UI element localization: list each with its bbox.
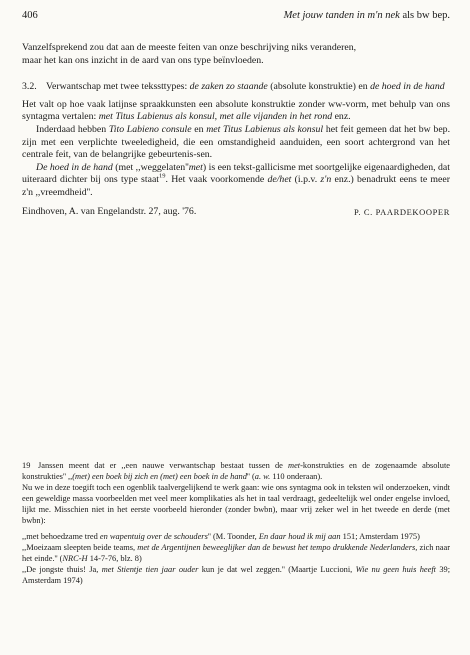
section-number: 3.2. [22, 81, 37, 93]
footnote-paragraph: 19 Janssen meent dat er ,,een nauwe verwantschap bestaat tussen de met-konstrukties en de zogenaamde absolute konstrukties'' ,,(met) een boek bij zich en (met) een boek in de hand'' (a. w. 110 onderaan). [22, 461, 451, 481]
running-title [284, 10, 450, 21]
section-title-italic: de hoed in de hand [370, 81, 445, 93]
signature-line [22, 206, 450, 219]
paragraph: Inderdaad hebben Tito Labieno consule en met Titus Labienus als konsul het feit gemeen dat het bw bep. zijn met een verplichte tweeledigheid, die een omstandigheid aanduiden, een soort achtergrond van het centrale feit, van de belangrijke gebeurtenis-sen. [22, 123, 451, 161]
footnote-quote: ,,met behoedzame tred en wapentuig over de schouders'' (M. Toonder, En daar houd ik mij aan 151; Amsterdam 1975) [22, 532, 420, 541]
intro-line: Vanzelfsprekend zou dat aan de meeste feiten van onze beschrijving niks veranderen, [22, 42, 357, 53]
paragraph: Het valt op hoe vaak latijnse spraakkunsten een absolute konstruktie zonder ww-vorm, met behulp van ons syntagma vertalen: met Titus Labienus als konsul, met alle vijanden in het rond enz. [22, 98, 450, 123]
page-number: 406 [22, 10, 38, 21]
section-title: (absolute konstruktie) en [270, 81, 368, 93]
footnote-quote: ,,De jongste thuis! Ja, met Stientje tien jaar ouder kun je dat wel zeggen.'' (Maartje Luccioni, Wie nu geen huis heeft 39; Amsterdam 1974) [22, 565, 451, 585]
section-title-italic: de zaken zo staande [189, 81, 268, 93]
footnote-number: 19 [22, 461, 31, 470]
intro-line: maar het kan ons inzicht in de aard van ons type beïnvloeden. [22, 54, 264, 66]
section-title: Verwantschap met twee tekssttypes: [46, 81, 188, 93]
section-heading [22, 81, 450, 94]
main-text [22, 42, 450, 218]
paragraph: De hoed in de hand (met ,,weggelaten''met) is een tekst-gallicisme met soortgelijke eigenaardigheden, dat uiteraard dichter bij ons type staat$^{19}$. Het vaak voorkomende de/het (i.p.v. z'n enz.) benadrukt eens te meer z'n ,,vreemdheid''. [22, 161, 450, 198]
footnote-quote: ,,Moeizaam sleepten beide teams, met de Argentijnen beweeglijker dan de bewust het tempo drukkende Nederlanders, zich naar het einde.'' (NRC-H 14-7-76, blz. 8) [22, 543, 451, 563]
signature-author: P. C. PAARDEKOOPER [354, 206, 450, 217]
footnote [22, 460, 450, 586]
running-title-upright: als bw bep. [402, 10, 450, 21]
running-title-italic: Met jouw tanden in m'n nek [283, 10, 400, 21]
footnote-paragraph: Nu we in deze toegift toch een ogenblik taalvergelijkend te werk gaan: wie ons syntagma ook in teksten wil onderzoeken, vindt een geweldige massa voorbeelden met veel meer komplikaties als het in taal verdraagt, gedeeltelijk wel onder engelse invloed, lijkt me. Misschien niet in het eerste voorbeeld hieronder (zonder bwbn), maar vrij zeker wel in het tweede en derde (met bwbn): [22, 483, 450, 525]
signature-place: Eindhoven, A. van Engelandstr. 27, aug. '76. [22, 205, 197, 217]
footnote-ref: 19 [159, 173, 166, 181]
